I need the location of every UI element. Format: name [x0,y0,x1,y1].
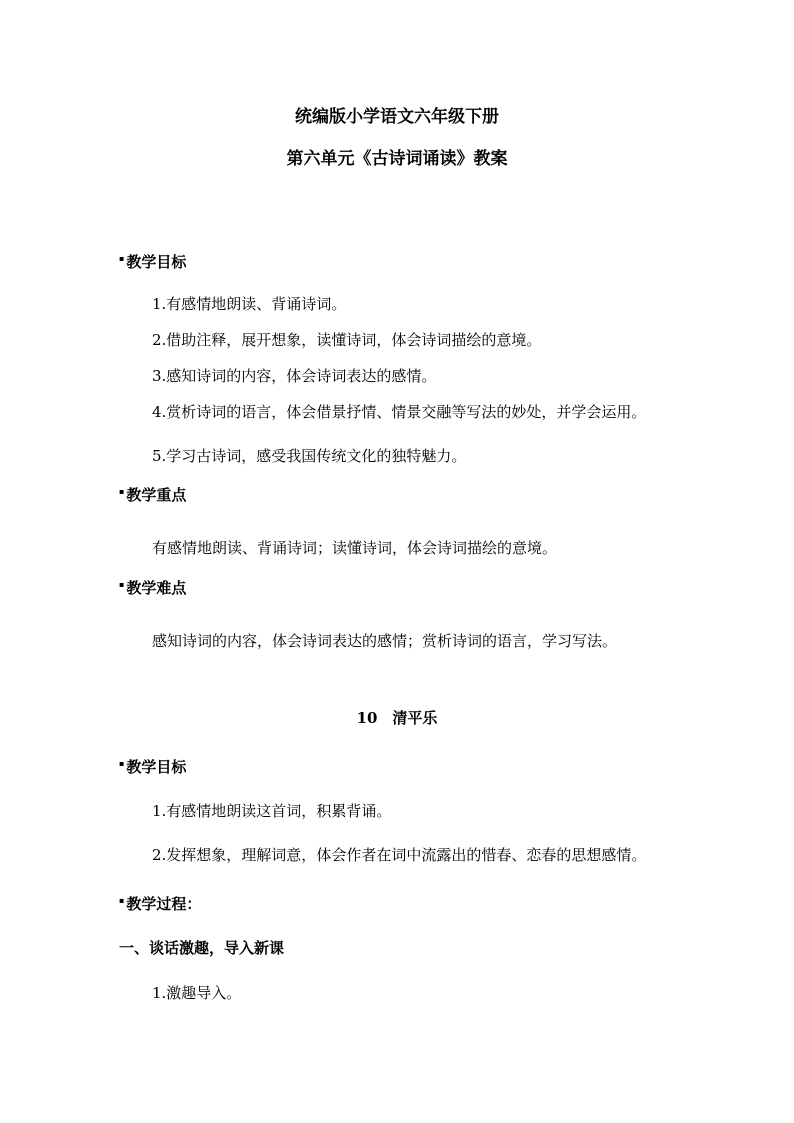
unit-objective-2: 2.借助注释，展开想象，读懂诗词，体会诗词描绘的意境。 [152,331,542,349]
unit-objective-4: 4.赏析诗词的语言，体会借景抒情、情景交融等写法的妙处，并学会运用。 [152,403,647,421]
difficulties-heading [119,580,186,596]
document-title-line2: 第六单元《古诗词诵读》教案 [286,149,508,169]
heading-label: 教学目标 [126,253,187,271]
step1-heading: 一、谈话激趣，导入新课 [119,939,285,957]
unit-objective-3: 3.感知诗词的内容，体会诗词表达的感情。 [152,367,437,385]
bullet-icon: ▪ [119,579,125,589]
bullet-icon: ▪ [119,758,125,768]
key-points-text: 有感情地朗读、背诵诗词；读懂诗词，体会诗词描绘的意境。 [152,539,558,557]
difficulties-text: 感知诗词的内容，体会诗词表达的感情；赏析诗词的语言，学习写法。 [152,632,618,650]
lesson-objective-1: 1.有感情地朗读这首词，积累背诵。 [152,802,392,820]
lesson-title: 10 清平乐 [356,709,438,727]
bullet-icon: ▪ [119,486,125,496]
lesson-objectives-heading [119,759,186,775]
unit-objective-1: 1.有感情地朗读、背诵诗词。 [152,295,347,313]
unit-objectives-heading [119,254,186,270]
heading-label: 教学难点 [126,579,187,597]
lesson-objective-2: 2.发挥想象，理解词意，体会作者在词中流露出的惜春、恋春的思想感情。 [152,846,647,864]
heading-label: 教学过程： [126,895,202,913]
step1-item-1: 1.激趣导入。 [152,984,242,1002]
key-points-heading [119,487,186,503]
heading-label: 教学重点 [126,486,187,504]
process-heading [119,896,201,912]
unit-objective-5: 5.学习古诗词，感受我国传统文化的独特魅力。 [152,447,467,465]
heading-label: 教学目标 [126,758,187,776]
bullet-icon: ▪ [119,253,125,263]
document-title-line1: 统编版小学语文六年级下册 [295,107,499,127]
bullet-icon: ▪ [119,895,125,905]
